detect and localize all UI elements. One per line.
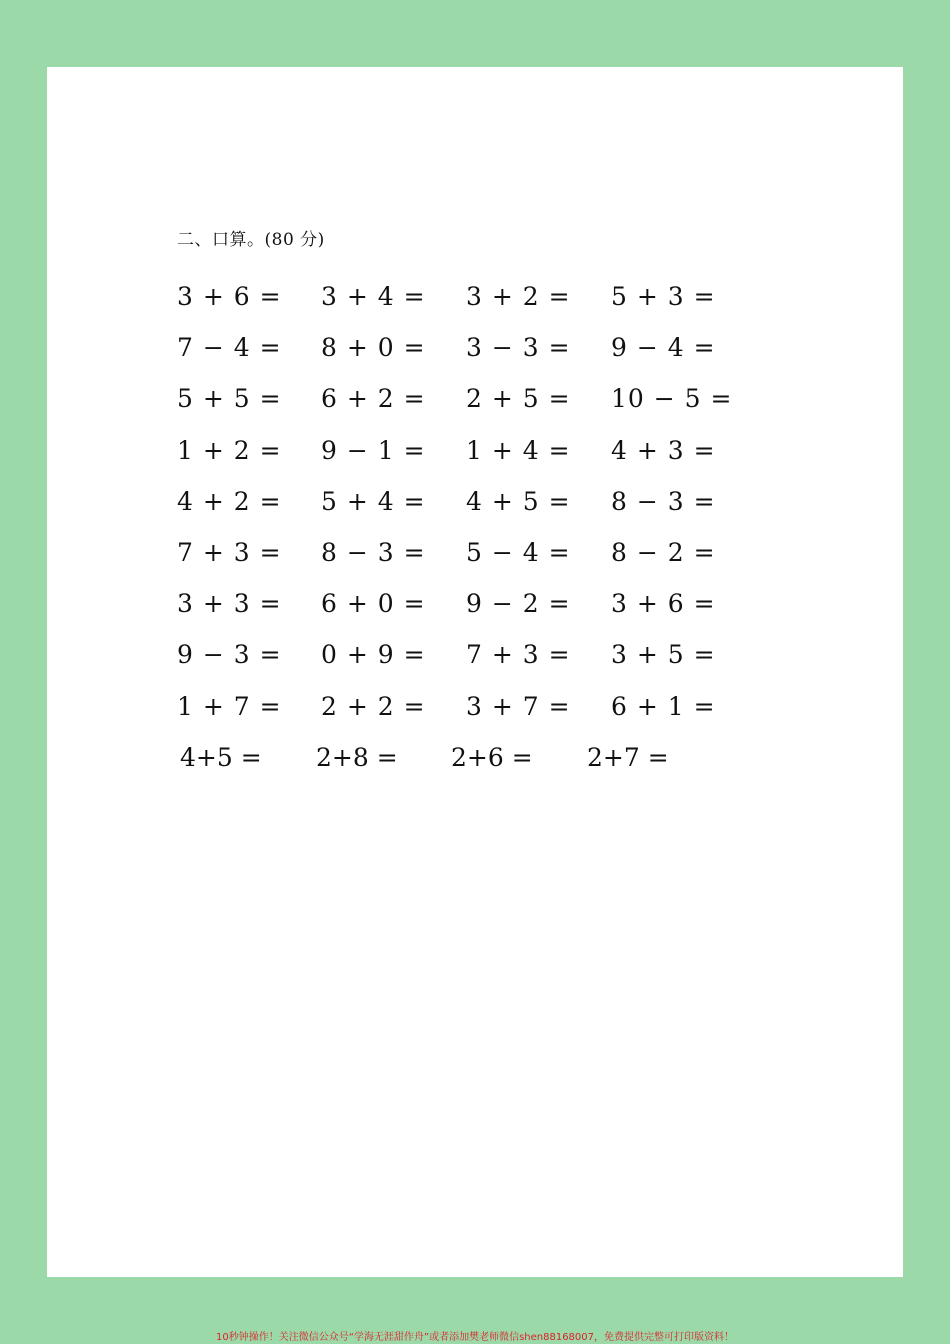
- problem: 3 + 7 =: [466, 691, 571, 721]
- problem: 9 − 3 =: [177, 640, 282, 670]
- section-title: 二、口算。(80 分): [177, 230, 325, 250]
- problem: 3 + 5 =: [611, 640, 716, 670]
- problem: 9 − 1 =: [321, 435, 426, 465]
- problem: 6 + 2 =: [321, 384, 426, 414]
- problem: 5 + 4 =: [321, 486, 426, 516]
- problem: 4 + 3 =: [611, 435, 716, 465]
- problem: 5 + 3 =: [611, 282, 716, 311]
- problem: 8 − 3 =: [611, 486, 716, 516]
- problem: 4 + 2 =: [177, 486, 282, 516]
- problem: 2+7 =: [587, 742, 669, 772]
- worksheet-page: [47, 67, 903, 1277]
- problem: 3 + 4 =: [321, 282, 426, 311]
- problem: 2 + 2 =: [321, 691, 426, 721]
- problem: 4 + 5 =: [466, 486, 571, 516]
- problem: 4+5 =: [180, 742, 262, 772]
- problem: 1 + 2 =: [177, 435, 282, 465]
- problem: 2 + 5 =: [466, 384, 571, 414]
- footer-notice: 10秒钟操作！关注微信公众号“学海无涯甜作舟”或者添加樊老师微信shen88168007，免费提供完整可打印版资料！: [215, 1332, 735, 1343]
- problem: 6 + 1 =: [611, 691, 716, 721]
- problem: 3 − 3 =: [466, 333, 571, 363]
- problem: 6 + 0 =: [321, 589, 426, 619]
- problem: 8 − 2 =: [611, 537, 716, 567]
- problem: 3 + 6 =: [177, 282, 282, 311]
- problem: 3 + 3 =: [177, 589, 282, 619]
- problem: 7 − 4 =: [177, 333, 282, 363]
- problem: 5 − 4 =: [466, 537, 571, 567]
- problem: 7 + 3 =: [466, 640, 571, 670]
- problem: 3 + 6 =: [611, 589, 716, 619]
- problem: 5 + 5 =: [177, 384, 282, 414]
- problem: 10 − 5 =: [611, 384, 733, 414]
- problem: 9 − 2 =: [466, 589, 571, 619]
- problem: 1 + 7 =: [177, 691, 282, 721]
- problem: 7 + 3 =: [177, 537, 282, 567]
- problem: 8 + 0 =: [321, 333, 426, 363]
- problem: 1 + 4 =: [466, 435, 571, 465]
- problem: 0 + 9 =: [321, 640, 426, 670]
- problem: 2+6 =: [451, 742, 533, 772]
- problem: 2+8 =: [316, 742, 398, 772]
- problem: 8 − 3 =: [321, 537, 426, 567]
- problem: 9 − 4 =: [611, 333, 716, 363]
- problem: 3 + 2 =: [466, 282, 571, 311]
